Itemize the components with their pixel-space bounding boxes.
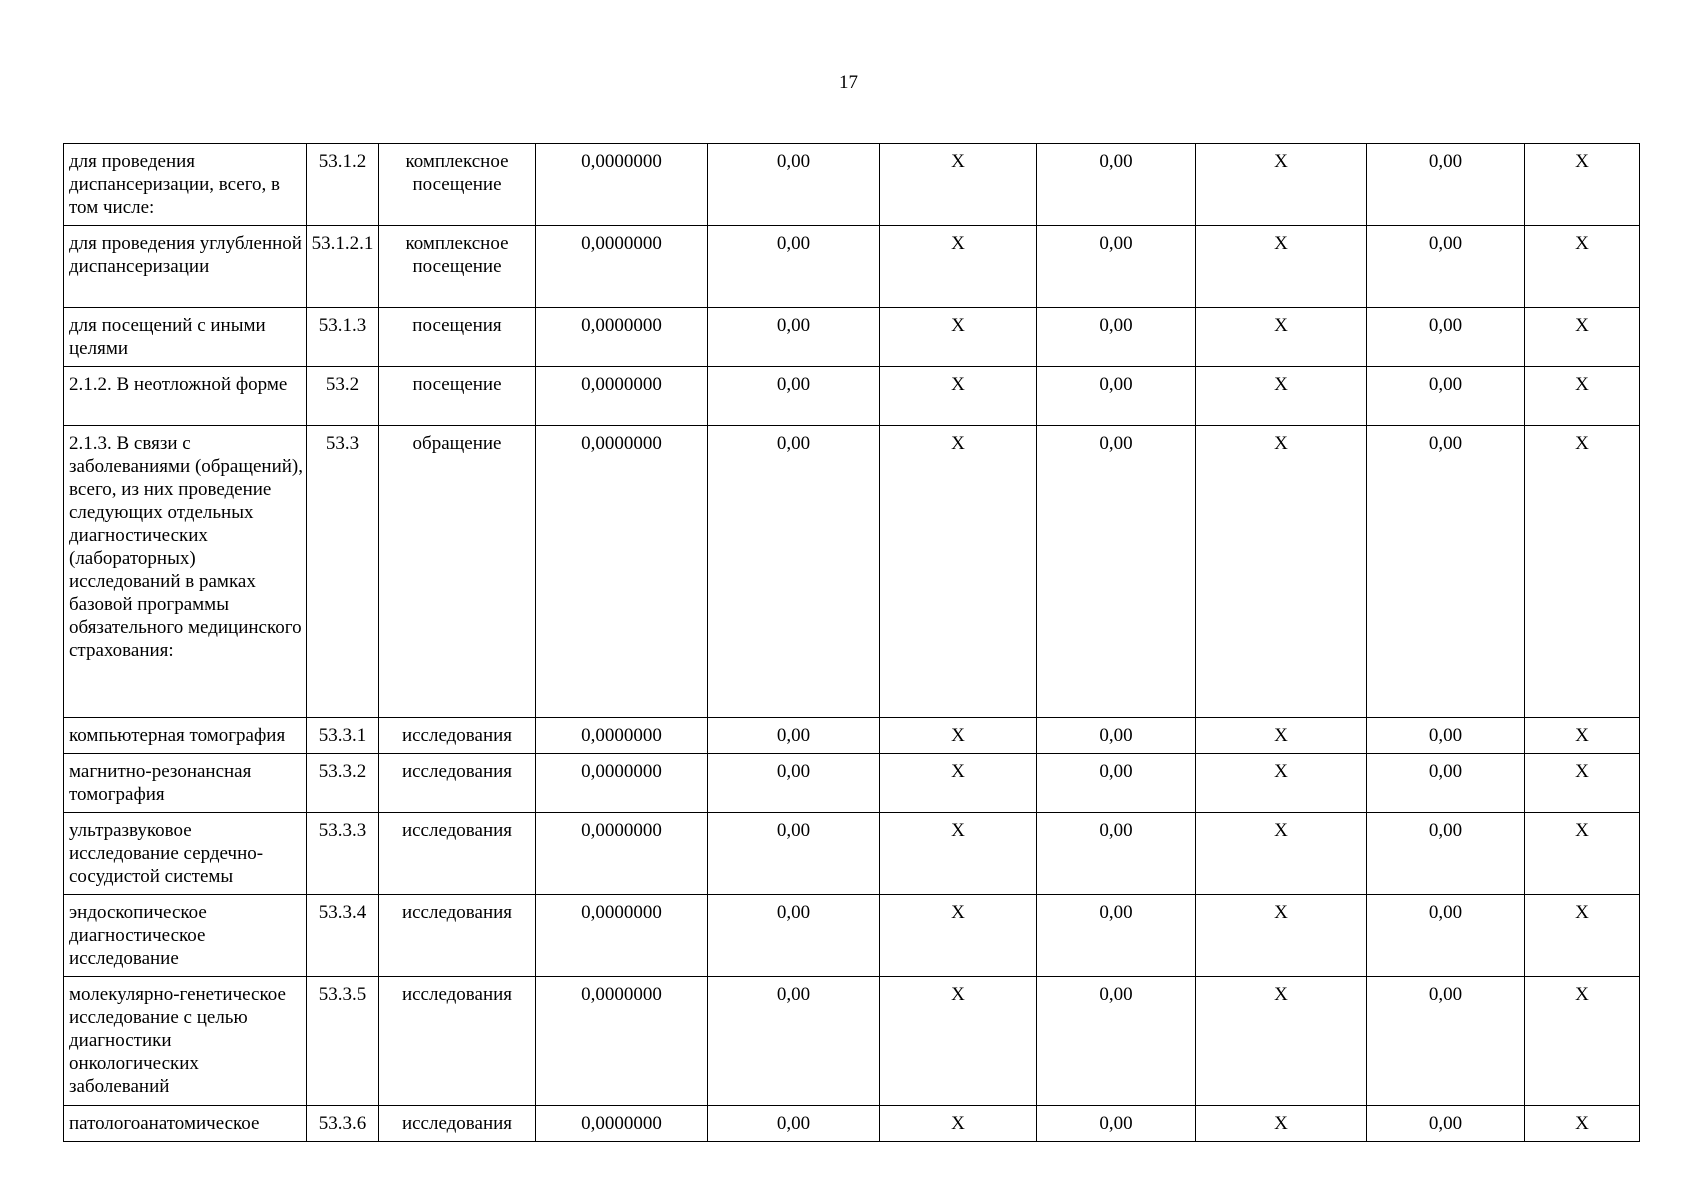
value-cell: X xyxy=(880,367,1037,426)
value-cell: X xyxy=(880,977,1037,1106)
unit-of-measure: посещения xyxy=(379,308,536,367)
value-cell: 0,00 xyxy=(708,977,880,1106)
row-code: 53.2 xyxy=(307,367,379,426)
indicators-table xyxy=(63,143,1640,1142)
table-row xyxy=(64,226,1640,308)
value-cell: X xyxy=(1525,144,1640,226)
value-cell: X xyxy=(1196,308,1367,367)
value-cell: 0,0000000 xyxy=(536,426,708,718)
value-cell: X xyxy=(880,144,1037,226)
indicator-name: ультразвуковое исследование сердечно-сосудистой системы xyxy=(64,813,307,895)
value-cell: 0,0000000 xyxy=(536,977,708,1106)
value-cell: 0,00 xyxy=(1037,1106,1196,1142)
value-cell: 0,00 xyxy=(1367,754,1525,813)
indicator-name: молекулярно-генетическое исследование с целью диагностики онкологических заболеваний xyxy=(64,977,307,1106)
value-cell: X xyxy=(1196,977,1367,1106)
indicator-name: для посещений с иными целями xyxy=(64,308,307,367)
indicator-name: 2.1.2. В неотложной форме xyxy=(64,367,307,426)
value-cell: 0,0000000 xyxy=(536,308,708,367)
value-cell: 0,0000000 xyxy=(536,226,708,308)
value-cell: 0,0000000 xyxy=(536,718,708,754)
table-row xyxy=(64,813,1640,895)
value-cell: 0,00 xyxy=(1037,226,1196,308)
value-cell: 0,0000000 xyxy=(536,144,708,226)
unit-of-measure: исследования xyxy=(379,977,536,1106)
value-cell: X xyxy=(1525,895,1640,977)
value-cell: X xyxy=(1525,426,1640,718)
row-code: 53.3.1 xyxy=(307,718,379,754)
value-cell: 0,00 xyxy=(1367,895,1525,977)
value-cell: 0,00 xyxy=(708,754,880,813)
unit-of-measure: комплексное посещение xyxy=(379,144,536,226)
value-cell: 0,0000000 xyxy=(536,895,708,977)
indicator-name: для проведения диспансеризации, всего, в том числе: xyxy=(64,144,307,226)
unit-of-measure: исследования xyxy=(379,1106,536,1142)
value-cell: X xyxy=(1196,754,1367,813)
value-cell: 0,00 xyxy=(1037,895,1196,977)
value-cell: 0,00 xyxy=(708,895,880,977)
value-cell: 0,00 xyxy=(708,367,880,426)
table-row xyxy=(64,718,1640,754)
value-cell: X xyxy=(1525,226,1640,308)
table-row xyxy=(64,426,1640,718)
value-cell: 0,00 xyxy=(1037,754,1196,813)
row-code: 53.3.5 xyxy=(307,977,379,1106)
value-cell: X xyxy=(1196,226,1367,308)
value-cell: 0,00 xyxy=(1037,718,1196,754)
value-cell: 0,00 xyxy=(1367,144,1525,226)
table-row xyxy=(64,1106,1640,1142)
value-cell: X xyxy=(1525,1106,1640,1142)
unit-of-measure: обращение xyxy=(379,426,536,718)
value-cell: 0,00 xyxy=(1037,308,1196,367)
value-cell: X xyxy=(1196,1106,1367,1142)
value-cell: X xyxy=(880,226,1037,308)
value-cell: X xyxy=(1196,813,1367,895)
indicator-name: компьютерная томография xyxy=(64,718,307,754)
value-cell: 0,00 xyxy=(1367,1106,1525,1142)
value-cell: 0,00 xyxy=(708,718,880,754)
row-code: 53.3.2 xyxy=(307,754,379,813)
value-cell: X xyxy=(1196,895,1367,977)
value-cell: 0,0000000 xyxy=(536,1106,708,1142)
value-cell: 0,00 xyxy=(1037,977,1196,1106)
value-cell: 0,0000000 xyxy=(536,813,708,895)
indicator-name: патологоанатомическое xyxy=(64,1106,307,1142)
table-row xyxy=(64,308,1640,367)
value-cell: 0,00 xyxy=(1037,144,1196,226)
value-cell: X xyxy=(1196,426,1367,718)
unit-of-measure: исследования xyxy=(379,718,536,754)
unit-of-measure: исследования xyxy=(379,754,536,813)
indicator-name: магнитно-резонансная томография xyxy=(64,754,307,813)
row-code: 53.3.6 xyxy=(307,1106,379,1142)
value-cell: 0,00 xyxy=(1037,813,1196,895)
value-cell: 0,00 xyxy=(708,226,880,308)
indicator-name: эндоскопическое диагностическое исследование xyxy=(64,895,307,977)
table-row xyxy=(64,367,1640,426)
table-body xyxy=(64,144,1640,1142)
row-code: 53.1.2.1 xyxy=(307,226,379,308)
value-cell: X xyxy=(880,718,1037,754)
value-cell: X xyxy=(1525,308,1640,367)
indicator-name: 2.1.3. В связи с заболеваниями (обращений), всего, из них проведение следующих отдельных диагностических (лабораторных) исследований в рамках базовой программы обязательного медицинского страхования: xyxy=(64,426,307,718)
value-cell: 0,00 xyxy=(1367,718,1525,754)
value-cell: 0,00 xyxy=(708,144,880,226)
value-cell: 0,00 xyxy=(708,426,880,718)
value-cell: 0,00 xyxy=(708,813,880,895)
value-cell: X xyxy=(880,308,1037,367)
value-cell: X xyxy=(880,754,1037,813)
value-cell: 0,00 xyxy=(1037,367,1196,426)
value-cell: X xyxy=(1525,754,1640,813)
value-cell: X xyxy=(1196,367,1367,426)
unit-of-measure: комплексное посещение xyxy=(379,226,536,308)
table-row xyxy=(64,895,1640,977)
value-cell: X xyxy=(1525,977,1640,1106)
value-cell: 0,00 xyxy=(1037,426,1196,718)
value-cell: X xyxy=(1196,718,1367,754)
value-cell: 0,00 xyxy=(708,1106,880,1142)
value-cell: 0,00 xyxy=(1367,226,1525,308)
row-code: 53.1.2 xyxy=(307,144,379,226)
row-code: 53.1.3 xyxy=(307,308,379,367)
value-cell: 0,00 xyxy=(708,308,880,367)
value-cell: X xyxy=(880,895,1037,977)
value-cell: 0,0000000 xyxy=(536,754,708,813)
row-code: 53.3.4 xyxy=(307,895,379,977)
value-cell: X xyxy=(1525,813,1640,895)
value-cell: X xyxy=(880,1106,1037,1142)
indicator-name: для проведения углубленной диспансеризации xyxy=(64,226,307,308)
table-row xyxy=(64,754,1640,813)
unit-of-measure: исследования xyxy=(379,813,536,895)
unit-of-measure: посещение xyxy=(379,367,536,426)
value-cell: 0,00 xyxy=(1367,426,1525,718)
value-cell: X xyxy=(880,426,1037,718)
value-cell: X xyxy=(880,813,1037,895)
value-cell: 0,0000000 xyxy=(536,367,708,426)
value-cell: 0,00 xyxy=(1367,367,1525,426)
value-cell: X xyxy=(1525,367,1640,426)
table-row xyxy=(64,977,1640,1106)
value-cell: 0,00 xyxy=(1367,813,1525,895)
row-code: 53.3.3 xyxy=(307,813,379,895)
value-cell: 0,00 xyxy=(1367,977,1525,1106)
row-code: 53.3 xyxy=(307,426,379,718)
value-cell: 0,00 xyxy=(1367,308,1525,367)
table-row xyxy=(64,144,1640,226)
page-number: 17 xyxy=(839,72,858,93)
value-cell: X xyxy=(1525,718,1640,754)
value-cell: X xyxy=(1196,144,1367,226)
unit-of-measure: исследования xyxy=(379,895,536,977)
